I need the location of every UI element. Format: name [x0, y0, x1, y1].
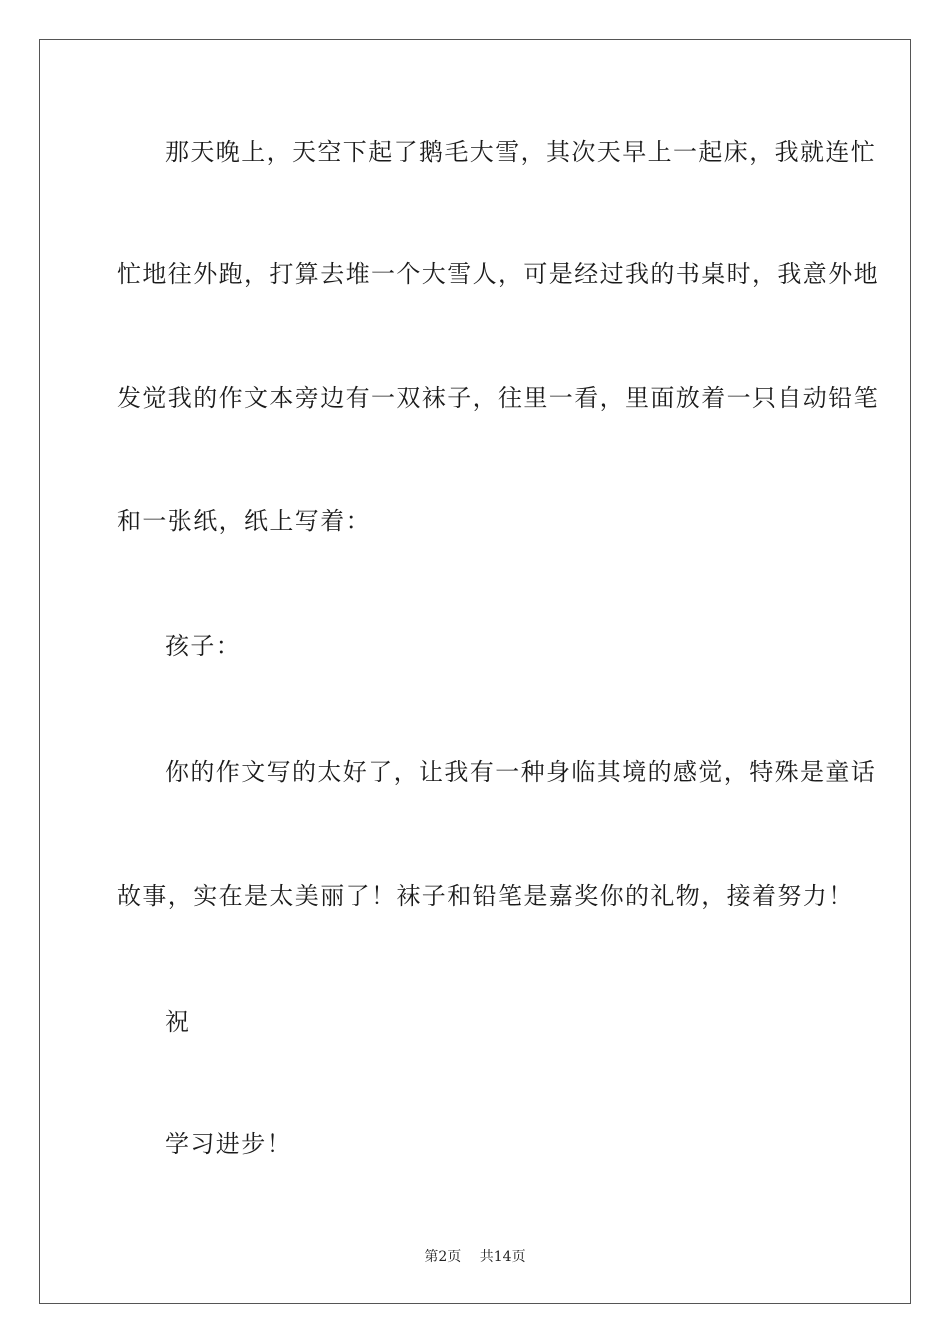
body-line-1: 那天晚上，天空下起了鹅毛大雪，其次天早上一起床，我就连忙 [165, 138, 877, 166]
page-number: 第2页 [424, 1249, 462, 1265]
body-line-2: 忙地往外跑，打算去堆一个大雪人，可是经过我的书桌时，我意外地 [117, 260, 879, 288]
body-line-4: 和一张纸，纸上写着： [117, 507, 371, 535]
salutation-line: 孩子： [165, 632, 242, 660]
total-pages: 共14页 [479, 1249, 526, 1265]
page-footer [0, 1247, 950, 1267]
closing-line: 祝 [165, 1008, 191, 1036]
body-line-5: 你的作文写的太好了，让我有一种身临其境的感觉，特殊是童话 [165, 758, 877, 786]
body-line-6: 故事，实在是太美丽了！袜子和铅笔是嘉奖你的礼物，接着努力！ [117, 882, 854, 910]
body-line-3: 发觉我的作文本旁边有一双袜子，往里一看，里面放着一只自动铅笔 [117, 384, 879, 412]
page-border [39, 39, 911, 1304]
closing-wish-line: 学习进步！ [165, 1130, 292, 1158]
